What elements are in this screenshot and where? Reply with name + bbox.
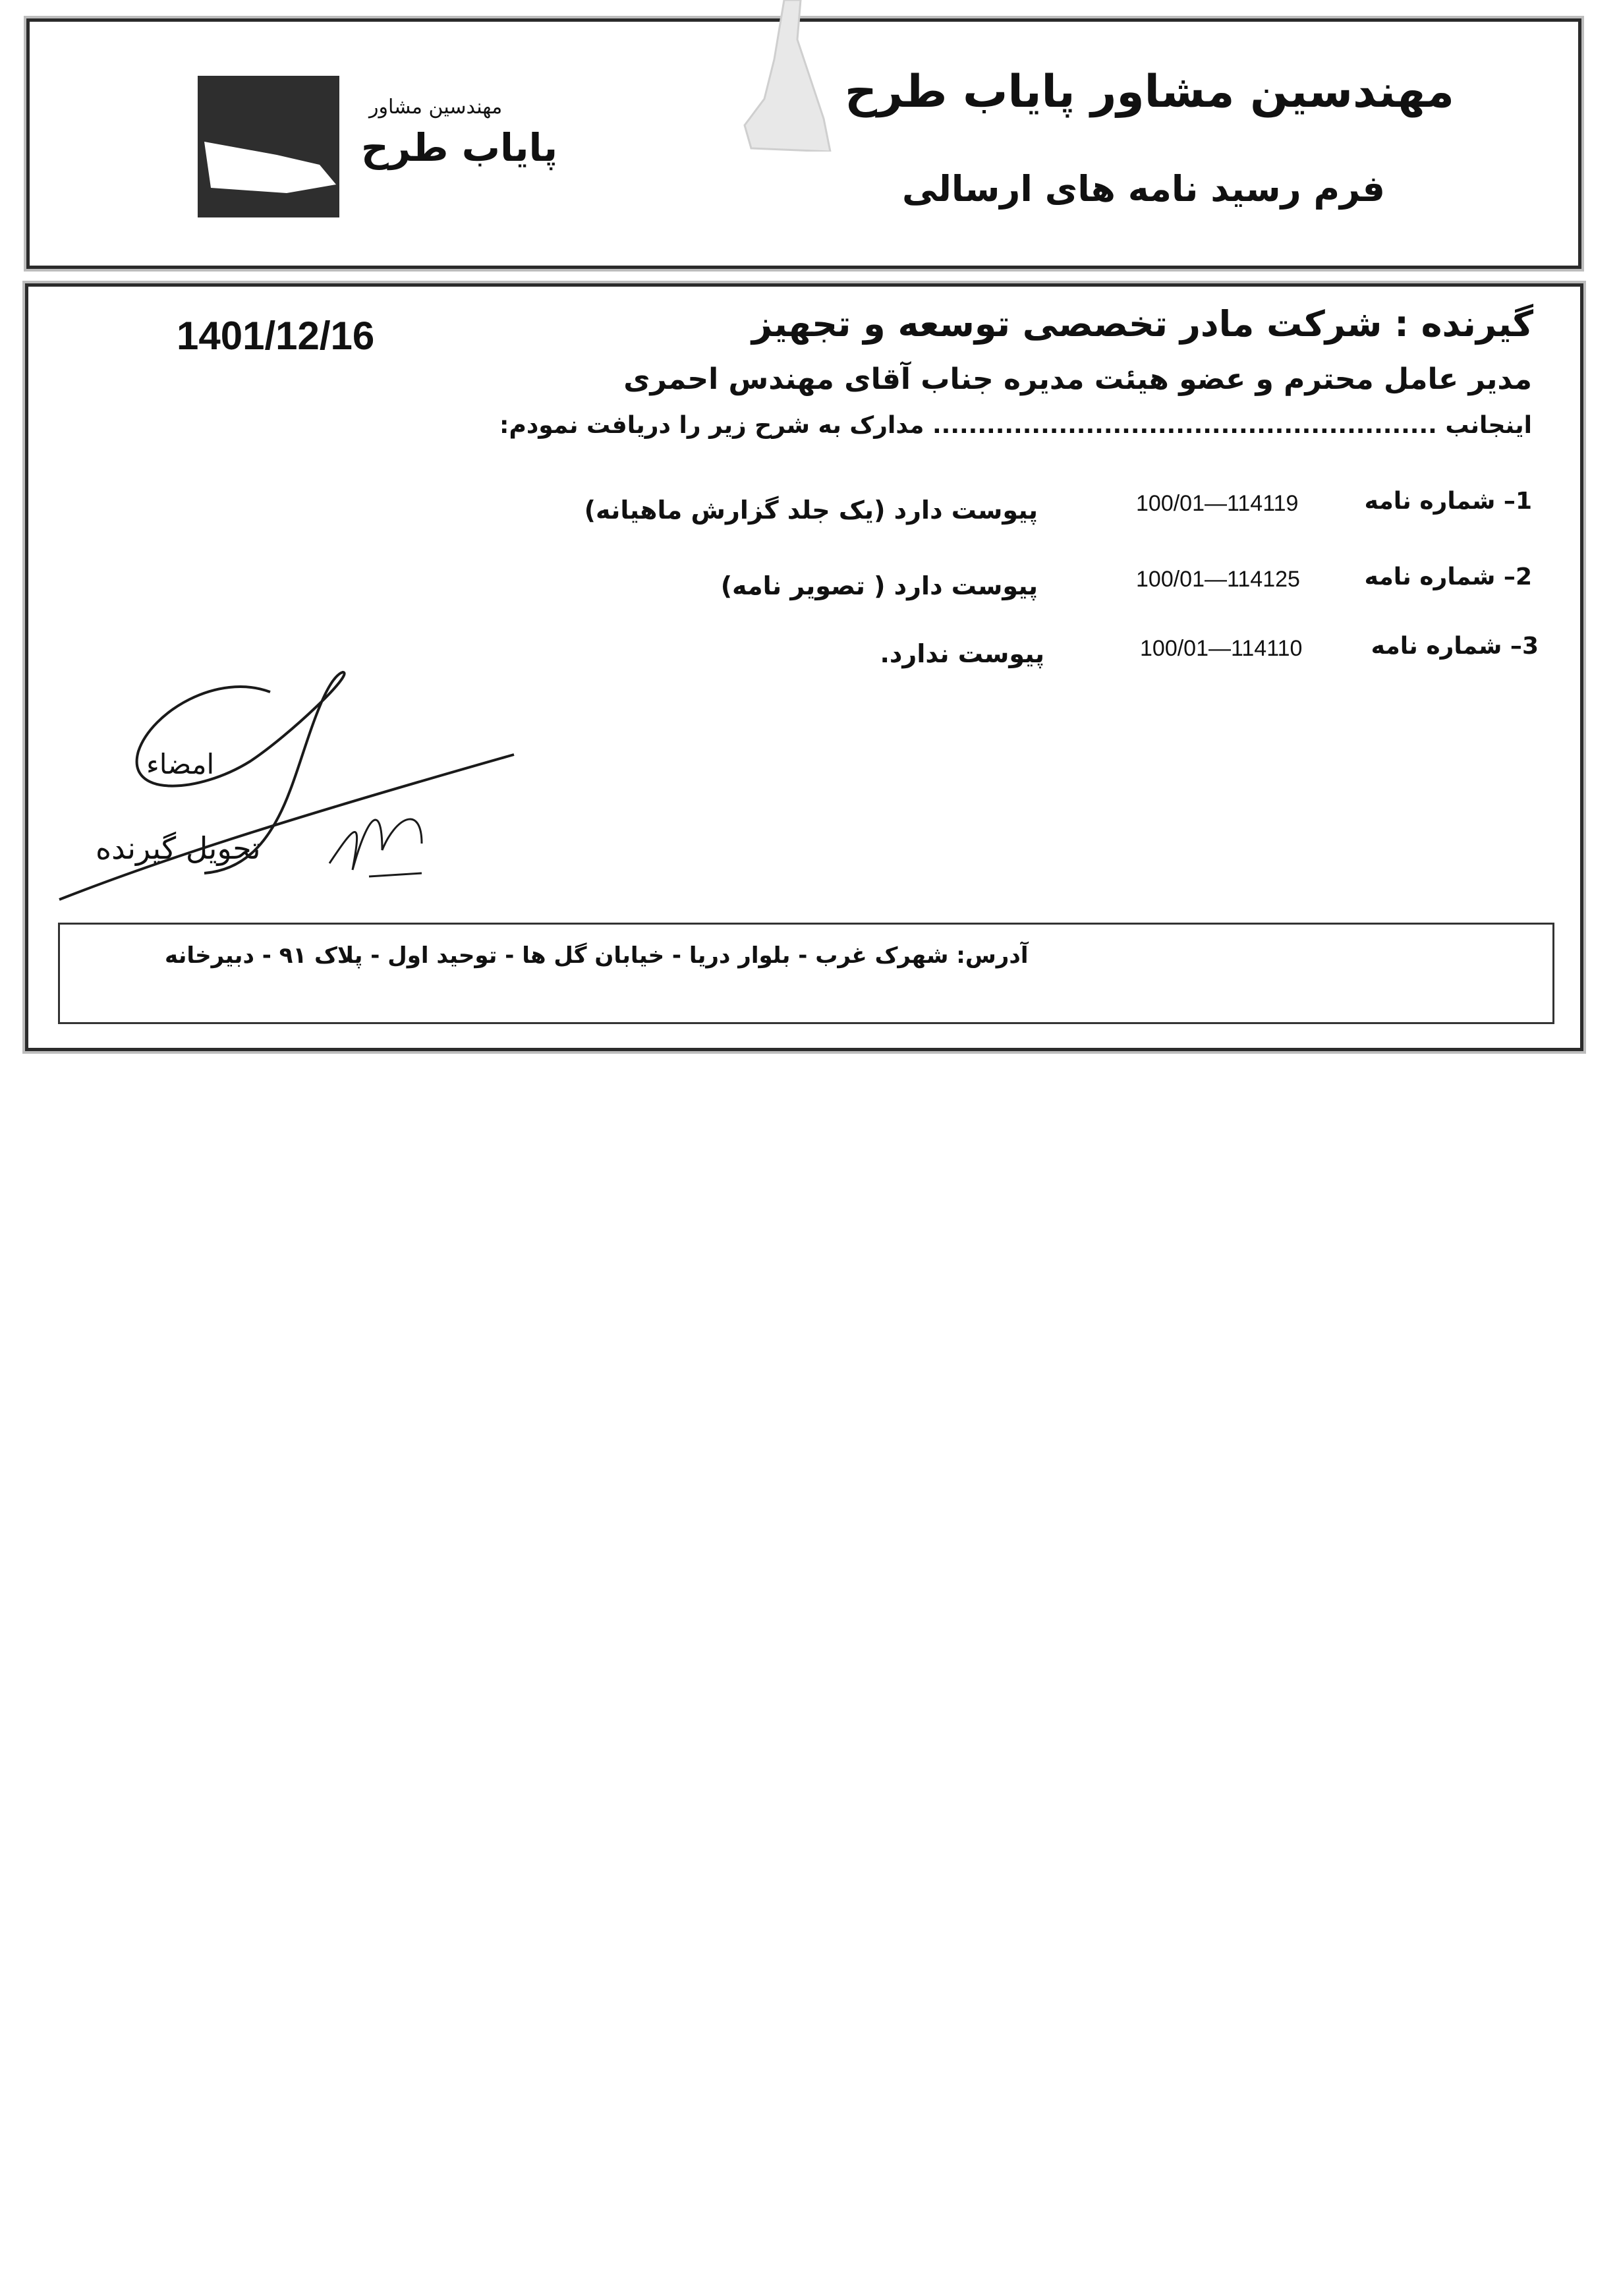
letter-date: 1401/12/16 bbox=[177, 314, 375, 358]
company-title: مهندسین مشاور پایاب طرح bbox=[845, 66, 1454, 118]
row-3-label: 3– شماره نامه bbox=[1371, 633, 1539, 660]
handwritten-signature bbox=[53, 652, 527, 916]
form-title: فرم رسید نامه های ارسالی bbox=[902, 168, 1385, 210]
logo-name: پایاب طرح bbox=[361, 125, 558, 170]
logo-subtitle: مهندسین مشاور bbox=[369, 96, 503, 119]
row-1-label: 1– شماره نامه bbox=[1364, 488, 1532, 515]
address-box bbox=[58, 923, 1554, 1024]
addressee-line: مدیر عامل محترم و عضو هیئت مدیره جناب آقای مهندس احمری bbox=[623, 362, 1532, 396]
recipient-line: گیرنده : شرکت مادر تخصصی توسعه و تجهیز bbox=[751, 303, 1533, 345]
row-3-number: 100/01—114110 bbox=[1140, 636, 1303, 661]
torn-paper-mark bbox=[738, 0, 837, 152]
address-line: آدرس: شهرک غرب - بلوار دریا - خیابان گل ها - توحید اول - پلاک ۹۱ - دبیرخانه bbox=[165, 942, 1029, 969]
company-logo bbox=[198, 76, 339, 217]
row-1-note: پیوست دارد (یک جلد گزارش ماهیانه) bbox=[584, 496, 1038, 525]
row-2-label: 2– شماره نامه bbox=[1364, 563, 1532, 590]
receiver-label: تحویل گیرنده bbox=[96, 830, 261, 866]
receipt-statement: اینجانب ........................................................ مدارک به شرح زیر را دریافت نمودم: bbox=[499, 412, 1532, 439]
row-2-number: 100/01—114125 bbox=[1136, 567, 1300, 592]
row-2-note: پیوست دارد ( تصویر نامه) bbox=[720, 571, 1038, 600]
signature-label: امضاء bbox=[146, 748, 215, 780]
logo-mark-icon bbox=[198, 76, 339, 217]
row-3-note: پیوست ندارد. bbox=[880, 639, 1044, 668]
row-1-number: 100/01—114119 bbox=[1136, 491, 1299, 516]
